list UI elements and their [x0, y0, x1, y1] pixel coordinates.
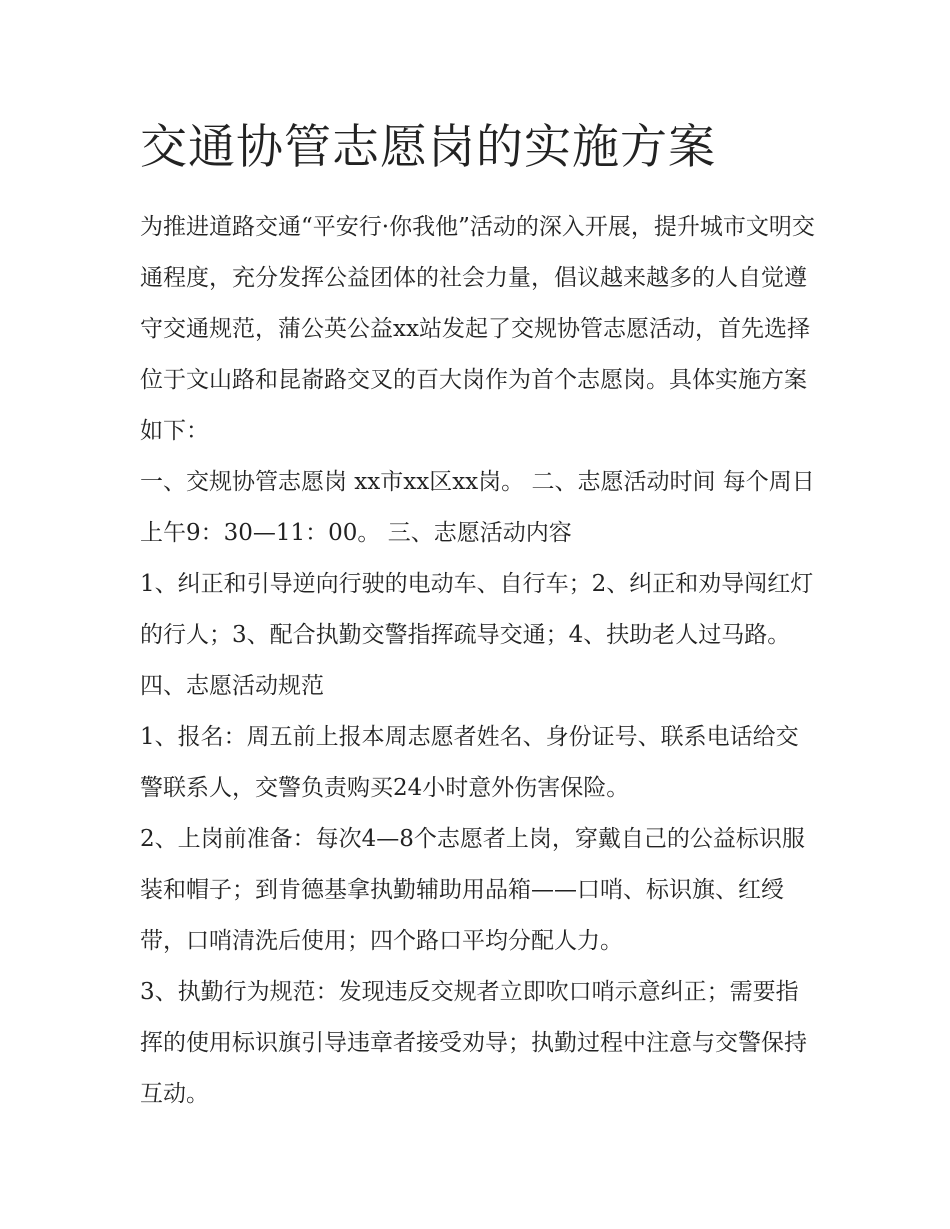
- paragraph-activity-content: 1、纠正和引导逆向行驶的电动车、自行车；2、纠正和劝导闯红灯的行人；3、配合执勤交警指挥疏导交通；4、扶助老人过马路。 四、志愿活动规范: [140, 571, 814, 700]
- paragraph-preparation: 2、上岗前准备：每次4—8个志愿者上岗，穿戴自己的公益标识服装和帽子；到肯德基拿执勤辅助用品箱——口哨、标识旗、红绶带，口哨清洗后使用；四个路口平均分配人力。: [140, 826, 805, 955]
- paragraph-section-1-2-3: 一、交规协管志愿岗 xx市xx区xx岗。 二、志愿活动时间 每个周日上午9：30—11：00。 三、志愿活动内容: [140, 469, 815, 547]
- paragraph-registration: 1、报名：周五前上报本周志愿者姓名、身份证号、联系电话给交警联系人，交警负责购买24小时意外伤害保险。: [140, 724, 799, 802]
- paragraph-conduct: 3、执勤行为规范：发现违反交规者立即吹口哨示意纠正；需要指挥的使用标识旗引导违章者接受劝导；执勤过程中注意与交警保持互动。: [140, 979, 807, 1108]
- document-title: 交通协管志愿岗的实施方案: [140, 120, 716, 175]
- document-page: [140, 110, 820, 1120]
- paragraph-intro: 为推进道路交通“平安行·你我他”活动的深入开展，提升城市文明交通程度，充分发挥公益团体的社会力量，倡议越来越多的人自觉遵守交通规范，蒲公英公益xx站发起了交规协管志愿活动，首先选择位于文山路和昆嵛路交叉的百大岗作为首个志愿岗。具体实施方案如下：: [140, 214, 815, 445]
